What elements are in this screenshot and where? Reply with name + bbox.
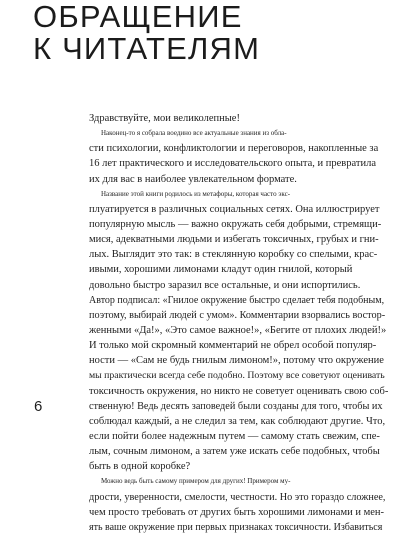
text-line: Автор подписал: «Гнилое окружение быстро сделает тебя подобным,: [89, 294, 385, 306]
text-line: Наконец-то я собрала воедино все актуальные знания из обла-: [101, 129, 287, 138]
text-line: мы практически всегда себе подобно. Поэтому все советуют оценивать: [89, 370, 385, 382]
text-line: Можно ведь быть самому примером для других! Примером му-: [101, 477, 291, 486]
text-line: ственную! Ведь десять заповедей были созданы для того, чтобы их: [89, 400, 383, 412]
text-line: мися, адекватными людьми и избегать токсичных, грубых и гни-: [89, 234, 379, 246]
text-line: чем просто требовать от других быть хорошими лимонами и мен-: [89, 506, 385, 518]
chapter-heading-line-2: К ЧИТАТЕЛЯМ: [33, 31, 261, 66]
text-line: токсичность окружения, но никто не советует оценивать свою соб-: [89, 385, 389, 397]
text-line: дрости, уверенности, смелости, честности. Но это гораздо сложнее,: [89, 491, 386, 503]
text-line: Название этой книги родилось из метафоры, которая часто экс-: [101, 189, 291, 198]
body-text: [89, 111, 389, 535]
text-line: их для вас в наиболее увлекательном формате.: [89, 173, 297, 185]
chapter-heading: [33, 1, 393, 65]
text-line: лым, сочным лимоном, а затем уже искать себе подобных, чтобы: [89, 446, 380, 458]
text-line: плуатируется в различных социальных сетях. Она иллюстрирует: [89, 203, 380, 215]
text-line: 16 лет практического и исследовательского опыта, и превратила: [89, 158, 376, 170]
text-line: соблюдал каждый, а не следил за тем, как соблюдают другие. Что,: [89, 415, 386, 427]
chapter-heading-line-1: ОБРАЩЕНИЕ: [33, 0, 243, 34]
page-number: 6: [34, 398, 43, 415]
text-line: ивыми, хорошими лимонами кладут один гнилой, который: [89, 264, 353, 276]
text-line: Здравствуйте, мои великолепные!: [89, 113, 240, 124]
text-line: ять ваше окружение при первых признаках токсичности. Избавиться: [89, 521, 383, 533]
text-line: быть в одной коробке?: [89, 461, 191, 473]
text-line: И только мой скромный комментарий не обрел особой популяр-: [89, 340, 377, 352]
text-line: ности — «Сам не будь гнилым лимоном!», потому что окружение: [89, 355, 384, 367]
text-line: если пойти более надежным путем — самому стать свежим, спе-: [89, 430, 380, 442]
text-line: сти психологии, конфликтологии и переговоров, накопленные за: [89, 143, 379, 155]
text-line: поэтому, выбирай людей с умом». Комментарии взорвались востор-: [89, 309, 386, 321]
text-line: довольно быстро заразил все остальные, и они испортились.: [89, 279, 361, 291]
text-line: популярную мысль — важно окружать себя добрыми, стремящи-: [89, 218, 382, 230]
text-line: лых. Выглядит это так: в стеклянную коробку со спелыми, крас-: [89, 249, 378, 261]
text-line: женными «Да!», «Это самое важное!», «Бегите от плохих людей!»: [89, 324, 387, 336]
